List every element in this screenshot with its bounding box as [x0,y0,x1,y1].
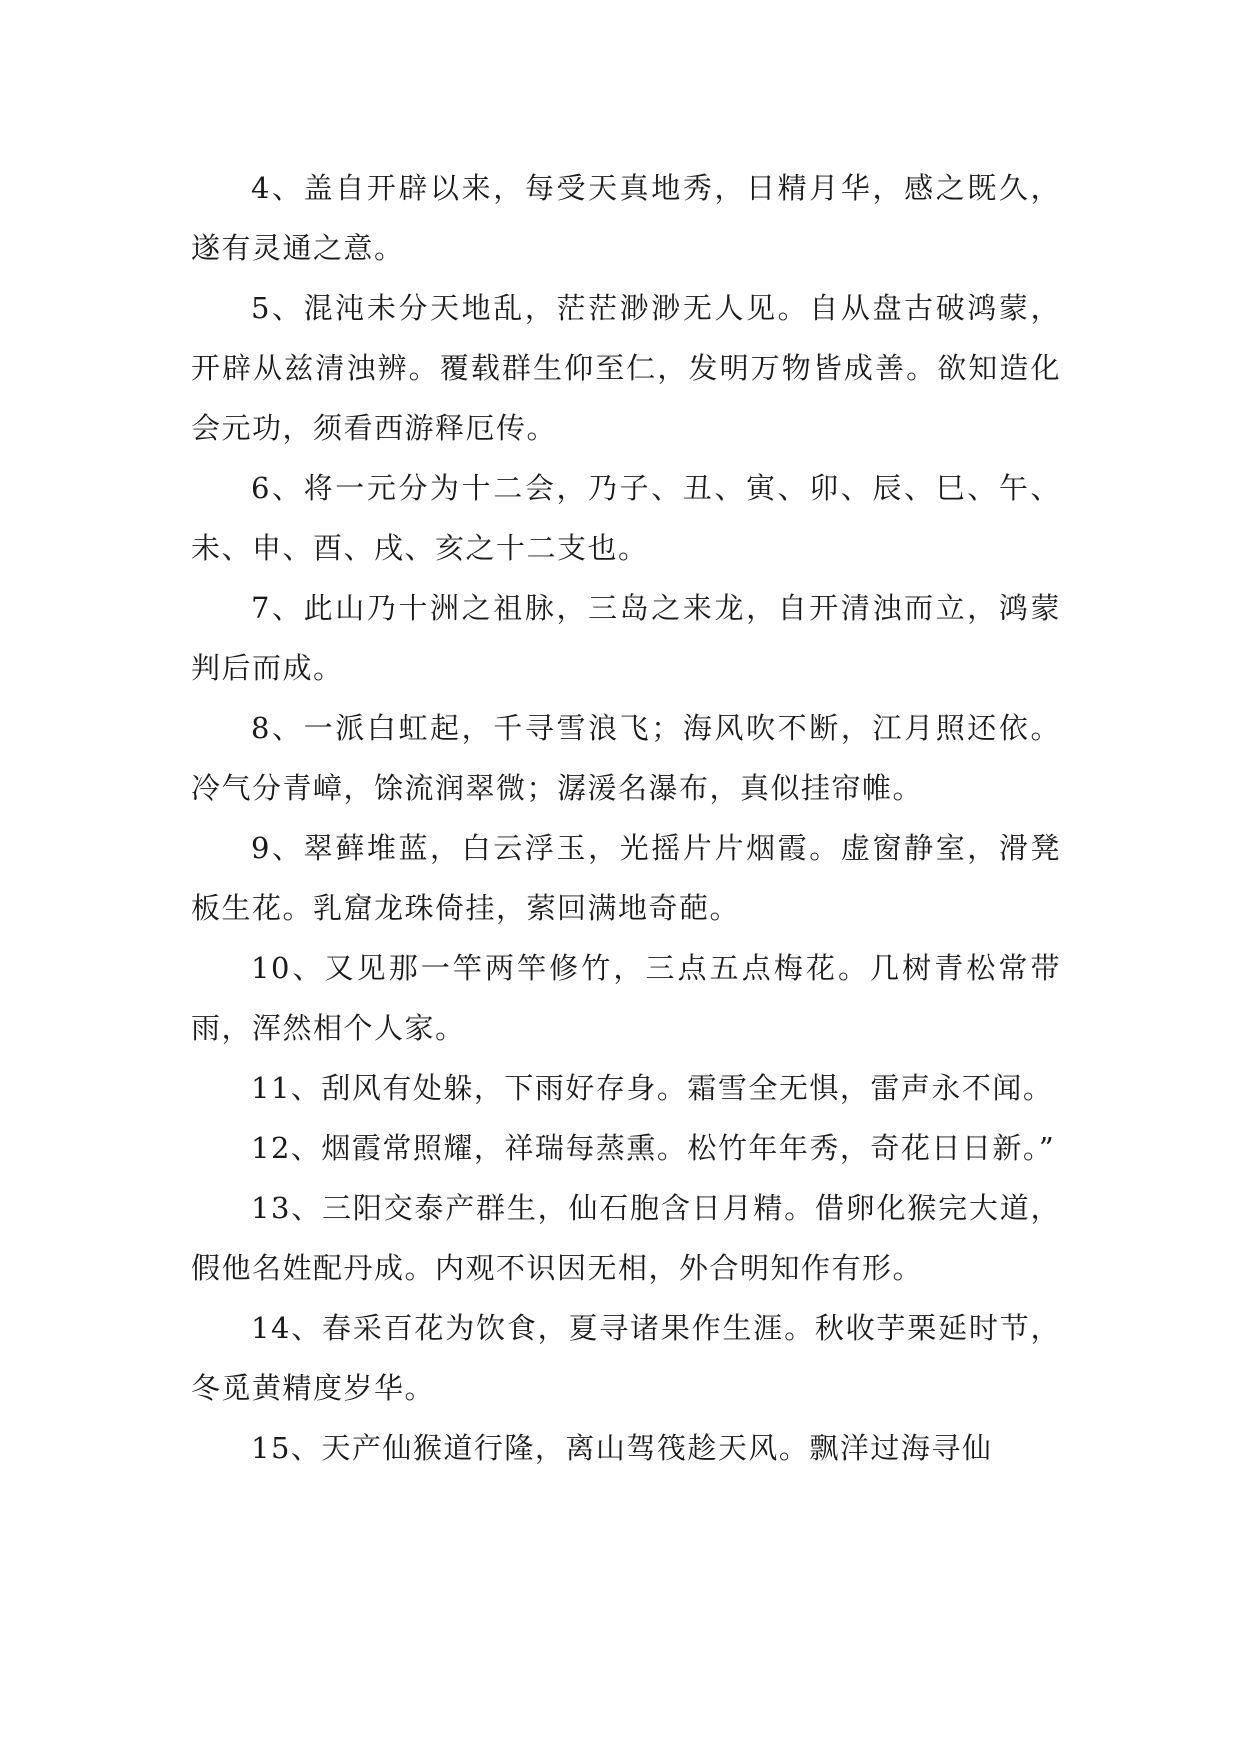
paragraph-14: 14、春采百花为饮食，夏寻诸果作生涯。秋收芋栗延时节，冬觅黄精度岁华。 [191,1311,1061,1405]
paragraph-5: 5、混沌未分天地乱，茫茫渺渺无人见。自从盘古破鸿蒙，开辟从兹清浊辨。覆载群生仰至仁，发明万物皆成善。欲知造化会元功，须看西游释厄传。 [191,291,1061,445]
paragraph-11: 11、刮风有处躲，下雨好存身。霜雪全无惧，雷声永不闻。 [251,1071,1054,1105]
paragraph-15: 15、天产仙猴道行隆，离山驾筏趁天风。飘洋过海寻仙 [251,1431,993,1465]
document-body [191,158,1061,1478]
paragraph-12: 12、烟霞常照耀，祥瑞每蒸熏。松竹年年秀，奇花日日新。” [251,1131,1056,1165]
paragraph-10: 10、又见那一竿两竿修竹，三点五点梅花。几树青松常带雨，浑然相个人家。 [191,951,1061,1045]
paragraph-7: 7、此山乃十洲之祖脉，三岛之来龙，自开清浊而立，鸿蒙判后而成。 [191,591,1061,685]
paragraph-13: 13、三阳交泰产群生，仙石胞含日月精。借卵化猴完大道，假他名姓配丹成。内观不识因无相，外合明知作有形。 [191,1191,1061,1285]
paragraph-9: 9、翠藓堆蓝，白云浮玉，光摇片片烟霞。虚窗静室，滑凳板生花。乳窟龙珠倚挂，萦回满地奇葩。 [191,831,1061,925]
paragraph-6: 6、将一元分为十二会，乃子、丑、寅、卯、辰、巳、午、未、申、酉、戌、亥之十二支也。 [191,471,1061,565]
paragraph-8: 8、一派白虹起，千寻雪浪飞；海风吹不断，江月照还依。冷气分青嶂，馀流润翠微；潺湲名瀑布，真似挂帘帷。 [191,711,1061,805]
paragraph-4: 4、盖自开辟以来，每受天真地秀，日精月华，感之既久，遂有灵通之意。 [191,171,1061,265]
